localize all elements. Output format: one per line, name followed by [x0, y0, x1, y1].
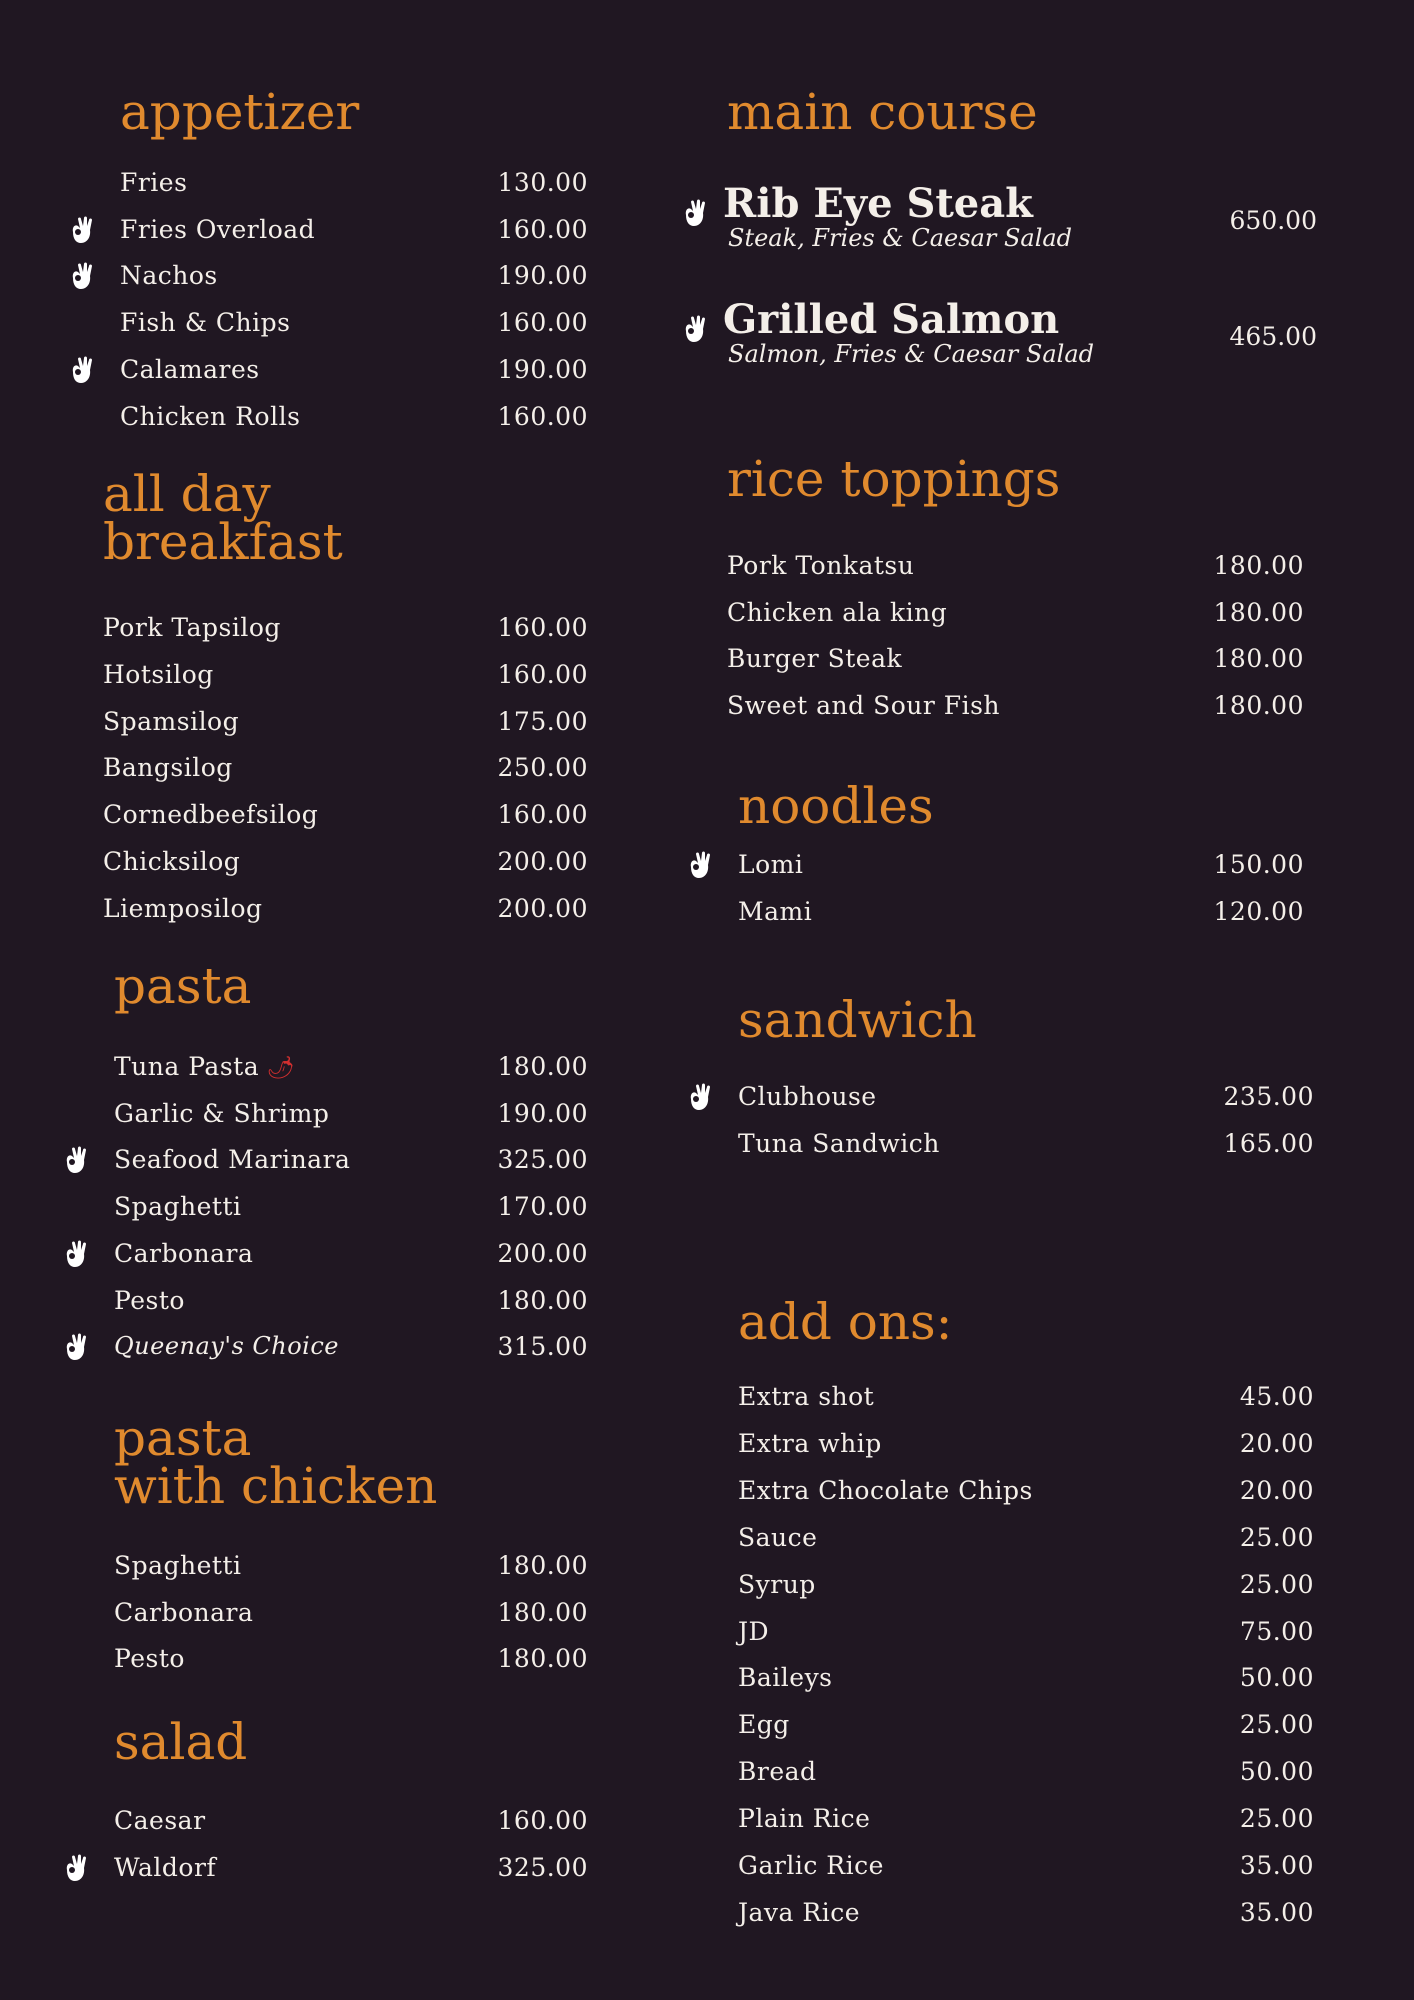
menu-item	[103, 894, 588, 934]
main-course-item	[723, 180, 1317, 260]
menu-item-price: 50.00	[1239, 1757, 1314, 1787]
sandwich-heading: sandwich	[738, 991, 977, 1049]
main-course-item-description: Salmon, Fries & Caesar Salad	[728, 340, 1094, 368]
menu-item	[120, 215, 588, 255]
menu-item	[738, 850, 1304, 890]
menu-item-price: 160.00	[497, 659, 588, 689]
appetizer-heading: appetizer	[120, 83, 360, 141]
menu-item-name: Sweet and Sour Fish	[727, 691, 1001, 721]
menu-item-name: Pork Tonkatsu	[727, 551, 915, 580]
menu-item-name: Hotsilog	[103, 659, 214, 689]
menu-item-price: 190.00	[497, 261, 588, 291]
main-course-section	[723, 83, 1317, 388]
sandwich-section	[738, 991, 1314, 1176]
menu-item-name: Lomi	[738, 850, 804, 879]
menu-item	[738, 1523, 1314, 1563]
menu-item-price: 180.00	[1213, 644, 1304, 674]
menu-item	[727, 691, 1304, 731]
noodles-heading: noodles	[738, 777, 934, 835]
main-course-item-price: 465.00	[1229, 322, 1317, 351]
menu-item	[120, 402, 588, 442]
menu-item	[738, 1710, 1314, 1750]
menu-item-name: Spaghetti	[114, 1192, 242, 1222]
menu-item-price: 180.00	[1213, 597, 1304, 627]
menu-item	[738, 897, 1304, 937]
menu-item-name: Tuna Pasta 🌶	[114, 1052, 296, 1081]
main-course-heading: main course	[727, 83, 1038, 141]
menu-item	[727, 598, 1304, 638]
menu-item-name: Garlic & Shrimp	[114, 1098, 330, 1128]
appetizer-section	[120, 83, 588, 448]
menu-item	[738, 1570, 1314, 1610]
menu-item-name: Waldorf	[114, 1852, 217, 1882]
menu-item-name: Bangsilog	[103, 753, 233, 783]
menu-item-name: Fries Overload	[120, 214, 316, 244]
menu-item-name: Spamsilog	[103, 706, 240, 736]
menu-item-price: 180.00	[497, 1597, 588, 1627]
menu-item-price: 75.00	[1239, 1616, 1314, 1646]
menu-item-name: Egg	[738, 1710, 790, 1740]
menu-item-price: 190.00	[497, 354, 588, 384]
menu-item-name: Chicken ala king	[727, 597, 948, 627]
menu-item-name: Clubhouse	[738, 1082, 877, 1111]
menu-item-name: Sauce	[738, 1522, 818, 1552]
main-course-item-name: Grilled Salmon	[723, 296, 1060, 343]
menu-item-price: 25.00	[1239, 1804, 1314, 1834]
menu-item	[120, 168, 588, 208]
menu-item	[120, 355, 588, 395]
ok-hand-icon	[68, 215, 96, 245]
main-course-item-price: 650.00	[1229, 206, 1317, 235]
ok-hand-icon	[68, 261, 96, 291]
menu-item-name: Plain Rice	[738, 1804, 871, 1834]
menu-item-price: 20.00	[1239, 1475, 1314, 1505]
menu-item-name: Nachos	[120, 261, 218, 291]
menu-item-name: Fish & Chips	[120, 308, 291, 338]
menu-item	[738, 1851, 1314, 1891]
menu-item	[114, 1192, 588, 1232]
main-course-item-description: Steak, Fries & Caesar Salad	[728, 224, 1073, 252]
menu-item-name: Burger Steak	[727, 644, 903, 674]
menu-item-price: 160.00	[497, 800, 588, 830]
menu-item-name: Carbonara	[114, 1597, 254, 1627]
menu-item-name: Extra whip	[738, 1428, 882, 1458]
menu-item-name: Chicksilog	[103, 847, 241, 876]
menu-item-price: 200.00	[497, 1238, 588, 1268]
menu-item-name: Carbonara	[114, 1238, 254, 1268]
menu-item-name: Fries	[120, 168, 188, 197]
menu-item-price: 200.00	[497, 847, 588, 876]
menu-item	[103, 707, 588, 747]
menu-item	[103, 847, 588, 887]
pasta-heading: pasta	[114, 957, 252, 1015]
noodles-section	[738, 777, 1304, 942]
ok-hand-icon	[68, 355, 96, 385]
menu-item	[738, 1898, 1314, 1938]
menu-item-price: 315.00	[497, 1332, 588, 1362]
chili-pepper-icon: 🌶	[259, 1056, 296, 1081]
menu-item-price: 160.00	[497, 401, 588, 431]
menu-item-price: 180.00	[497, 1285, 588, 1315]
menu-item-price: 250.00	[497, 753, 588, 783]
menu-item	[738, 1663, 1314, 1703]
ok-hand-icon	[62, 1332, 90, 1362]
add-ons-section	[738, 1293, 1314, 1958]
menu-item	[738, 1082, 1314, 1122]
ok-hand-icon	[62, 1239, 90, 1269]
menu-item-name: Java Rice	[738, 1897, 861, 1927]
menu-item-price: 200.00	[497, 893, 588, 923]
menu-item-price: 165.00	[1223, 1129, 1314, 1158]
menu-item	[738, 1382, 1314, 1422]
menu-item-name: Cornedbeefsilog	[103, 800, 319, 830]
menu-item	[738, 1617, 1314, 1657]
menu-item	[114, 1551, 588, 1591]
menu-item	[738, 1476, 1314, 1516]
menu-item-price: 170.00	[497, 1192, 588, 1222]
salad-section	[114, 1713, 588, 1898]
menu-item-name: Mami	[738, 897, 813, 926]
menu-item-name: Extra shot	[738, 1382, 875, 1411]
ok-hand-icon	[62, 1853, 90, 1883]
menu-item-price: 160.00	[497, 308, 588, 338]
menu-item-name: Tuna Sandwich	[738, 1129, 940, 1158]
menu-item-price: 150.00	[1213, 850, 1304, 879]
menu-item	[114, 1052, 588, 1092]
menu-item-name: Pesto	[114, 1285, 185, 1315]
menu-item	[114, 1286, 588, 1326]
add-ons-heading: add ons:	[738, 1293, 953, 1351]
pasta-chicken-heading: pasta with chicken	[114, 1409, 438, 1515]
menu-item-name: Extra Chocolate Chips	[738, 1475, 1033, 1505]
rice-toppings-section	[727, 450, 1304, 745]
menu-item-price: 50.00	[1239, 1663, 1314, 1693]
menu-item	[114, 1099, 588, 1139]
menu-item	[114, 1644, 588, 1684]
menu-item-price: 325.00	[497, 1145, 588, 1175]
menu-item	[114, 1145, 588, 1185]
menu-item-name: Syrup	[738, 1569, 816, 1599]
ok-hand-icon	[62, 1145, 90, 1175]
menu-item-price: 25.00	[1239, 1710, 1314, 1740]
breakfast-heading: all day breakfast	[103, 465, 343, 571]
menu-item-price: 25.00	[1239, 1569, 1314, 1599]
menu-item-price: 175.00	[497, 706, 588, 736]
menu-item-price: 190.00	[497, 1098, 588, 1128]
menu-item-price: 160.00	[497, 214, 588, 244]
menu-item	[114, 1598, 588, 1638]
ok-hand-icon	[681, 198, 709, 228]
menu-item-price: 235.00	[1223, 1082, 1314, 1111]
ok-hand-icon	[686, 850, 714, 880]
menu-item-name: Baileys	[738, 1663, 833, 1693]
menu-item-price: 130.00	[497, 168, 588, 197]
menu-item	[727, 551, 1304, 591]
menu-item-name: Pesto	[114, 1644, 185, 1674]
menu-item	[114, 1239, 588, 1279]
menu-item-name: Spaghetti	[114, 1551, 242, 1580]
menu-item-name: Liemposilog	[103, 893, 263, 923]
menu-item-price: 325.00	[497, 1852, 588, 1882]
menu-item	[114, 1853, 588, 1893]
menu-item-price: 180.00	[1213, 551, 1304, 580]
menu-item	[114, 1332, 588, 1372]
menu-item	[114, 1806, 588, 1846]
menu-item-price: 25.00	[1239, 1522, 1314, 1552]
rice-toppings-heading: rice toppings	[727, 450, 1061, 508]
menu-item	[120, 308, 588, 348]
menu-item-name: Calamares	[120, 354, 260, 384]
menu-item-name: JD	[738, 1616, 770, 1646]
menu-item-price: 35.00	[1239, 1897, 1314, 1927]
menu-item	[738, 1129, 1314, 1169]
menu-item-name: Garlic Rice	[738, 1851, 884, 1880]
menu-item	[738, 1804, 1314, 1844]
menu-item-name: Caesar	[114, 1806, 206, 1835]
menu-item	[727, 644, 1304, 684]
menu-item-name: Bread	[738, 1757, 817, 1787]
menu-item	[738, 1429, 1314, 1469]
breakfast-section	[103, 465, 588, 940]
pasta-chicken-section	[114, 1409, 588, 1694]
menu-item-price: 160.00	[497, 613, 588, 642]
main-course-item-name: Rib Eye Steak	[723, 180, 1033, 227]
menu-item-price: 20.00	[1239, 1428, 1314, 1458]
menu-item	[103, 660, 588, 700]
salad-heading: salad	[114, 1713, 248, 1771]
ok-hand-icon	[681, 314, 709, 344]
menu-item-price: 180.00	[497, 1551, 588, 1580]
main-course-item	[723, 296, 1317, 376]
menu-item-name: Seafood Marinara	[114, 1145, 351, 1175]
menu-item-price: 180.00	[497, 1052, 588, 1081]
menu-item	[120, 261, 588, 301]
pasta-section	[114, 957, 588, 1382]
menu-item	[103, 613, 588, 653]
menu-item-price: 45.00	[1239, 1382, 1314, 1411]
ok-hand-icon	[686, 1082, 714, 1112]
menu-item-price: 35.00	[1239, 1851, 1314, 1880]
menu-item-price: 120.00	[1213, 897, 1304, 926]
menu-item-name: Pork Tapsilog	[103, 613, 281, 642]
menu-item	[738, 1757, 1314, 1797]
menu-item-price: 160.00	[497, 1806, 588, 1835]
menu-item-price: 180.00	[497, 1644, 588, 1674]
menu-item-name: Chicken Rolls	[120, 401, 301, 431]
menu-item	[103, 753, 588, 793]
menu-item-price: 180.00	[1213, 691, 1304, 721]
menu-item	[103, 800, 588, 840]
menu-item-name: Queenay's Choice	[114, 1332, 339, 1361]
